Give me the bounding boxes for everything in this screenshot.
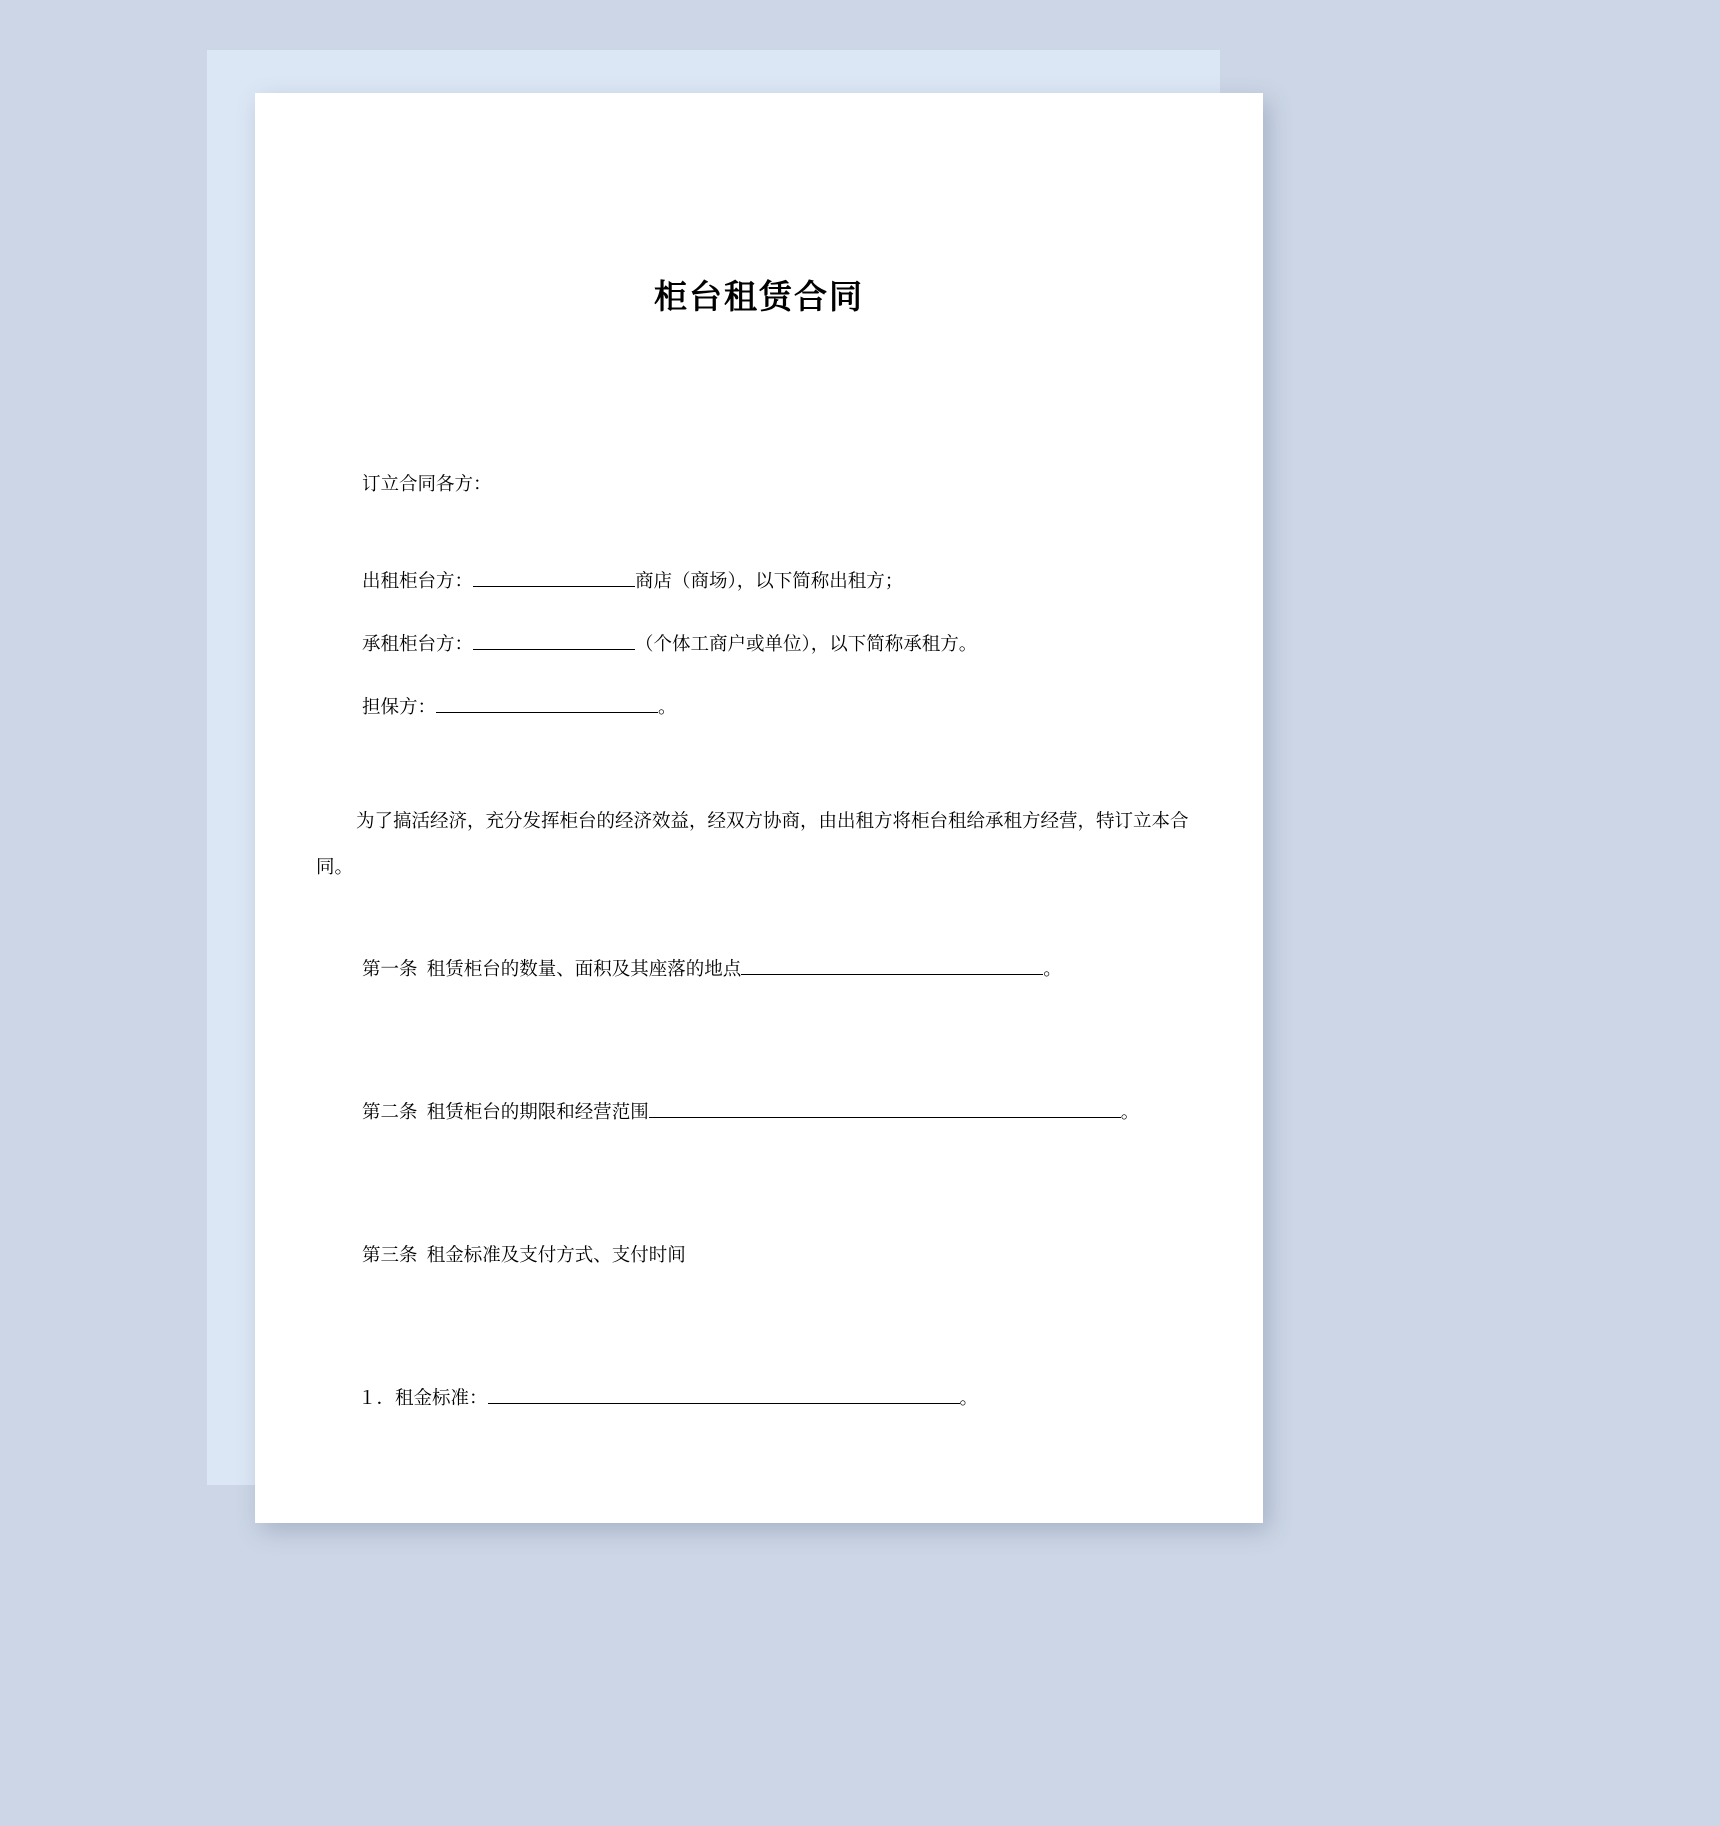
item-rent-standard-suffix: 。 — [959, 1389, 979, 1410]
party-lessor-label: 出租柜台方： — [362, 572, 474, 593]
parties-heading: 订立合同各方： — [362, 475, 492, 495]
article-1-suffix: 。 — [1043, 960, 1062, 981]
item-rent-standard-label: １．租金标准： — [358, 1389, 488, 1410]
page-title: 柜台租赁合同 — [654, 277, 864, 316]
spacer — [310, 891, 1208, 953]
party-guarantor-blank[interactable] — [436, 694, 658, 714]
party-guarantor-row — [310, 691, 1208, 726]
party-guarantor-suffix: 。 — [658, 698, 677, 719]
party-lessee-suffix: （个体工商户或单位），以下简称承租方。 — [635, 635, 978, 656]
article-3-text: 租金标准及支付方式、支付时间 — [426, 1246, 686, 1267]
article-1-row — [310, 953, 1208, 988]
article-2-blank[interactable] — [649, 1099, 1121, 1119]
document-content — [255, 93, 1263, 1523]
article-2-suffix: 。 — [1120, 1103, 1140, 1124]
party-lessee-blank[interactable] — [473, 631, 635, 651]
article-2-row — [310, 1096, 1208, 1131]
spacer — [310, 1016, 1208, 1096]
article-1-number: 第一条 — [362, 960, 418, 981]
spacer — [310, 755, 1208, 799]
party-lessor-row — [310, 565, 1208, 600]
spacer — [310, 1302, 1208, 1382]
article-3-row — [310, 1239, 1208, 1274]
party-lessee-label: 承租柜台方： — [362, 635, 474, 656]
party-lessee-row — [310, 628, 1208, 663]
article-2-text: 租赁柜台的期限和经营范围 — [426, 1103, 649, 1124]
article-2-number: 第二条 — [362, 1103, 418, 1124]
party-lessor-blank[interactable] — [473, 568, 635, 588]
item-rent-standard-row — [310, 1382, 1208, 1417]
article-3-number: 第三条 — [362, 1246, 418, 1267]
party-lessor-suffix: 商店（商场），以下简称出租方； — [635, 572, 904, 593]
item-rent-standard-blank[interactable] — [488, 1385, 960, 1405]
preamble-paragraph: 为了搞活经济，充分发挥柜台的经济效益，经双方协商，由出租方将柜台租给承租方经营，特订立本合同。 — [316, 811, 1189, 878]
party-guarantor-label: 担保方： — [362, 698, 437, 719]
article-1-blank[interactable] — [741, 956, 1043, 976]
document-body — [310, 468, 1208, 1418]
document-page — [255, 93, 1263, 1523]
spacer — [310, 503, 1208, 565]
article-1-text: 租赁柜台的数量、面积及其座落的地点 — [426, 960, 742, 981]
spacer — [310, 1159, 1208, 1239]
